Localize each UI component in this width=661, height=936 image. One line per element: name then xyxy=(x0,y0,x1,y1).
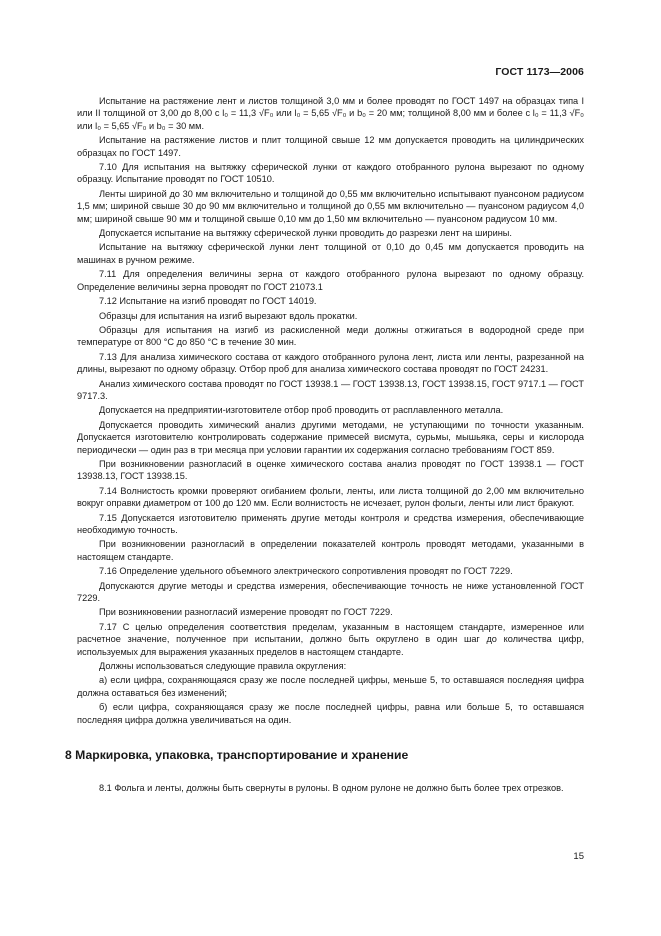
paragraph: 7.15 Допускается изготовителю применять другие методы контроля и средства измерения, обеспечивающие необходимую точность. xyxy=(77,512,584,535)
paragraph: Образцы для испытания на изгиб вырезают вдоль прокатки. xyxy=(99,310,358,321)
paragraph: 7.12 Испытание на изгиб проводят по ГОСТ 14019. xyxy=(99,296,317,307)
paragraph: Должны использоваться следующие правила округления: xyxy=(99,661,347,672)
paragraph: 7.13 Для анализа химического состава от каждого отобранного рулона лент, листа или ленты, разрезанной на длины, вырезают по одному образцу. Отбор проб для анализа химического состава проводят по ГОСТ 24231. xyxy=(77,351,584,375)
paragraph: Допускается на предприятии-изготовителе отбор проб проводить от расплавленного металла. xyxy=(99,405,504,416)
page-number: 15 xyxy=(573,851,584,862)
paragraph: При возникновении разногласий в оценке химического состава анализ проводят по ГОСТ 13938.1 — ГОСТ 13938.13, ГОСТ 13938.15. xyxy=(77,458,584,482)
section-title: 8 Маркировка, упаковка, транспортирование и хранение xyxy=(65,748,409,763)
paragraph: 7.11 Для определения величины зерна от каждого отобранного рулона вырезают по одному образцу. Определение величины зерна проводят по ГОСТ 21073.1 xyxy=(77,269,584,292)
paragraph: Допускается испытание на вытяжку сферической лунки проводить до разрезки лент на ширины. xyxy=(99,228,512,239)
paragraph: Допускаются другие методы и средства измерения, обеспечивающие точность не ниже установленной ГОСТ 7229. xyxy=(77,580,584,604)
paragraph: 8.1 Фольга и ленты, должны быть свернуты в рулоны. В одном рулоне не должно быть более трех отрезков. xyxy=(99,782,564,793)
paragraph: а) если цифра, сохраняющаяся сразу же после последней цифры, меньше 5, то оставшаяся последняя цифра должна оставаться без изменений; xyxy=(77,675,584,698)
paragraph: Испытание на вытяжку сферической лунки лент толщиной от 0,10 до 0,45 мм допускается проводить на машинах в ручном режиме. xyxy=(77,242,584,265)
document-body xyxy=(65,95,584,796)
paragraph: 7.16 Определение удельного объемного электрического сопротивления проводят по ГОСТ 7229. xyxy=(99,566,513,577)
paragraph: Анализ химического состава проводят по ГОСТ 13938.1 — ГОСТ 13938.13, ГОСТ 13938.15, ГОСТ 9717.1 — ГОСТ 9717.3. xyxy=(77,378,584,401)
paragraph: Ленты шириной до 30 мм включительно и толщиной до 0,55 мм включительно испытывают пуансоном радиусом 1,5 мм; шириной свыше 30 до 90 мм включительно и толщиной до 0,55 мм включительно — пуансоном радиусом 4,0 мм; шириной свыше 90 мм и толщиной свыше 0,10 мм до 1,50 мм включительно — пуансоном радиусом 10 мм. xyxy=(77,188,584,224)
paragraph: Испытание на растяжение листов и плит толщиной свыше 12 мм допускается проводить на цилиндрических образцах по ГОСТ 1497. xyxy=(77,135,584,158)
paragraph: Допускается проводить химический анализ другими методами, не уступающими по точности указанным. Допускается изготовителю контролировать содержание примесей висмута, сурьмы, мышьяка, серы и кислорода периодически — один раз в три месяца при условии гарантии их содержания согласно требованиям ГОСТ 859. xyxy=(77,419,584,455)
paragraph: 7.14 Волнистость кромки проверяют огибанием фольги, ленты, или листа толщиной до 2,00 мм включительно вокруг оправки диаметром от 100 до 120 мм. Если волнистость не исчезает, рулон фольги, ленты или лист бракуют. xyxy=(77,485,584,509)
paragraph: Образцы для испытания на изгиб из раскисленной меди должны отжигаться в водородной среде при температуре от 800 °С до 850 °С в течение 30 мин. xyxy=(77,324,584,348)
document-header: ГОСТ 1173—2006 xyxy=(495,66,584,78)
paragraph: При возникновении разногласий измерение проводят по ГОСТ 7229. xyxy=(99,607,393,618)
paragraph: Испытание на растяжение лент и листов толщиной 3,0 мм и более проводят по ГОСТ 1497 на образцах типа I или II толщиной от 3,00 до 8,00 с l₀ = 11,3 √F₀ или l₀ = 5,65 √F₀ и b₀ = 20 мм; толщиной 8,00 мм и более с l₀ = 11,3 √F₀ или l₀ = 5,65 √F₀ и b₀ = 30 мм. xyxy=(77,96,584,131)
paragraph: При возникновении разногласий в определении показателей контроль проводят методами, указанными в настоящем стандарте. xyxy=(77,539,584,562)
paragraph: 7.17 С целью определения соответствия пределам, указанным в настоящем стандарте, измеренное или расчетное значение, полученное при испытании, должно быть округлено в один шаг до количества цифр, используемых для выражения указанных пределов в настоящем стандарте. xyxy=(77,621,584,657)
paragraph: 7.10 Для испытания на вытяжку сферической лунки от каждого отобранного рулона вырезают по одному образцу. Испытание проводят по ГОСТ 10510. xyxy=(77,162,584,185)
paragraph: б) если цифра, сохраняющаяся сразу же после последней цифры, равна или больше 5, то оставшаяся последняя цифра должна увеличиваться на один. xyxy=(77,702,584,725)
